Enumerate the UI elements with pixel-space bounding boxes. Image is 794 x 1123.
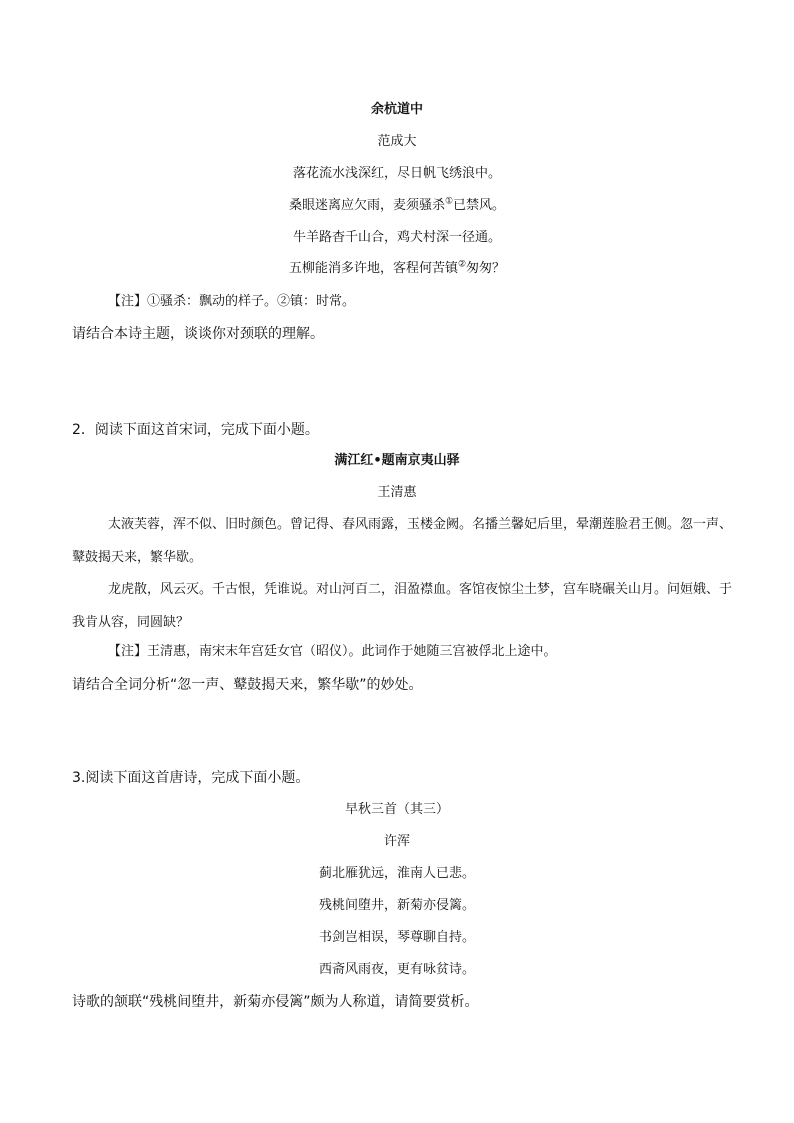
q3-line-2: 残桃间堕井，新菊亦侵篱。: [318, 898, 475, 913]
q2-author: 王清惠: [377, 485, 417, 500]
footnote-mark-1: ①: [444, 196, 454, 207]
q3-heading: 3.阅读下面这首唐诗，完成下面小题。: [72, 770, 310, 786]
poem1-line-4b: 匆匆？: [466, 261, 506, 276]
poem1-line-4a: 五柳能消多许地，客程何苦镇: [288, 261, 458, 276]
poem1-question: 请结合本诗主题，谈谈你对颈联的理解。: [72, 326, 324, 342]
poem1-line-2a: 桑眼迷离应欠雨，麦须骚杀: [288, 198, 445, 213]
poem1-note: 【注】①骚杀：飘动的样子。②镇：时常。: [108, 294, 356, 309]
poem1-author: 范成大: [377, 134, 417, 149]
poem1-title: 余杭道中: [370, 102, 423, 117]
q2-paragraph-2: 龙虎散，风云灭。千古恨，凭谁说。对山河百二，泪盈襟血。客馆夜惊尘土梦，宫车晓碾关山月。问姮娥、于我肯从容，同圆缺？: [72, 582, 733, 630]
poem1-line-2: [0, 197, 794, 215]
q2-title: 满江红•题南京夷山驿: [334, 453, 460, 468]
q2-note: 【注】王清惠，南宋末年宫廷女官（昭仪）。此词作于她随三宫被俘北上途中。: [108, 644, 557, 659]
poem1-line-4: [0, 260, 794, 278]
poem1-line-3: 牛羊路杳千山合，鸡犬村深一径通。: [292, 230, 501, 245]
poem1-line-1: 落花流水浅深红，尽日帆飞绣浪中。: [292, 166, 501, 181]
q2-paragraph-1: 太液芙蓉，浑不似、旧时颜色。曾记得、春风雨露，玉楼金阙。名播兰馨妃后里，晕潮莲脸君王侧。忽一声、鼙鼓揭天来，繁华歇。: [72, 517, 733, 565]
q3-line-1: 蓟北雁犹远，淮南人已悲。: [318, 866, 475, 881]
q3-title: 早秋三首（其三）: [344, 802, 449, 817]
q3-line-4: 西斋风雨夜，更有咏贫诗。: [318, 962, 475, 977]
footnote-mark-2: ②: [457, 259, 467, 270]
q3-line-3: 书剑岂相误，琴尊聊自持。: [318, 930, 475, 945]
q2-question: 请结合全词分析“忽一声、鼙鼓揭天来，繁华歇”的妙处。: [72, 677, 423, 693]
q2-heading: 2．阅读下面这首宋词，完成下面小题。: [72, 422, 319, 438]
q3-author: 许浑: [383, 834, 410, 849]
q3-question: 诗歌的颔联“残桃间堕井，新菊亦侵篱”颇为人称道，请简要赏析。: [72, 994, 479, 1010]
poem1-line-2b: 已禁风。: [453, 198, 506, 213]
